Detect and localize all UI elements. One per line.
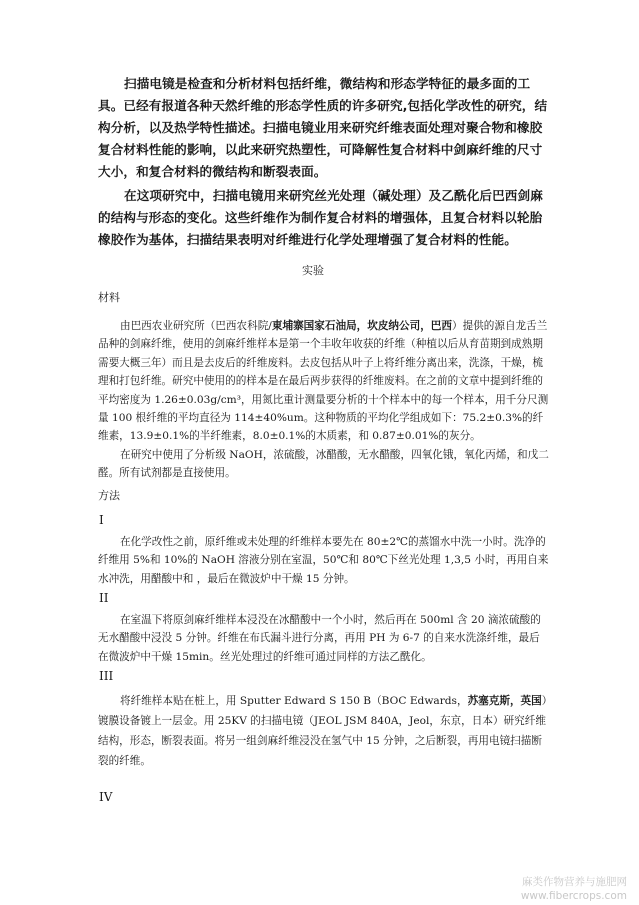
materials-text-a: 由巴西农业研究所（巴西农科院/ — [120, 320, 272, 332]
site-watermark — [521, 875, 627, 903]
method-iii-label: III — [99, 669, 114, 683]
watermark-url: www.fibercrops.com — [520, 890, 627, 902]
intro-paragraph-2: 在这项研究中，扫描电镜用来研究丝光处理（碱处理）及乙酰化后巴西剑麻的结构与形态的变化。这些纤维作为制作复合材料的增强体，且复合材料以轮胎橡胶作为基体，扫描结果表明对纤维进行化学处理增强了复合材料的性能。 — [98, 188, 543, 247]
method-ii-label: II — [99, 591, 109, 605]
method-i-text: 在化学改性之前，原纤维或未处理的纤维样本要先在 80±2℃的蒸馏水中洗一小时。洗净的纤维用 5%和 10%的 NaOH 溶液分别在室温，50℃和 80℃下丝光处理 1,3,5 小时，再用自来水冲洗，用醋酸中和 ，最后在微波炉中干燥 15 分钟。 — [98, 536, 549, 585]
method-iii-text-c: ）镀膜设备镀上一层金。用 25KV 的扫描电镜（JEOL JSM 840A，Jeol，东京，日本）研究纤维结构，形态，断裂表面。将另一组剑麻纤维浸没在氢气中 15 分钟，之后断裂，再用电镜扫描断裂的纤维。 — [98, 695, 548, 767]
materials-text-c: ）提供的源自龙舌兰品种的剑麻纤维，使用的剑麻纤维样本是第一个丰收年收获的纤维（种植以后从育苗期到成熟期需要大概三年）而且是去皮后的纤维废料。去皮包括从叶子上将纤维分离出来，洗涤，干燥，梳理和打包纤维。研究中使用的的样本是在最后两步获得的纤维废料。在之前的文章中提到纤维的平均密度为 1.26±0.03g/cm³，用氮比重计测量要分析的十个样本中的每一个样本，用千分尺测量 100 根纤维的平均直径为 114±40%um。这种物质的平均化学组成如下：75.2±0.3%的纤维素，13.9±0.1%的半纤维素，8.0±0.1%的木质素，和 0.87±0.01%的灰分。 — [98, 320, 549, 443]
method-iii-text-a: 将纤维样本贴在桩上，用 Sputter Edward S 150 B（BOC Edwards， — [120, 695, 468, 707]
method-i-label: I — [99, 513, 104, 527]
section-title: 实验 — [302, 264, 324, 277]
method-iv-label: IV — [99, 790, 113, 804]
method-iii-text — [98, 691, 549, 771]
intro-paragraph-1: 扫描电镜是检查和分析材料包括纤维，微结构和形态学特征的最多面的工具。已经有报道各种天然纤维的形态学性质的许多研究,包括化学改性的研究，结构分析，以及热学特性描述。扫描电镜业用来研究纤维表面处理对聚合物和橡胶复合材料性能的影响，以此来研究热塑性，可降解性复合材料中剑麻纤维的尺寸大小，和复合材料的微结构和断裂表面。 — [98, 76, 548, 179]
method-iii-highlight: 苏塞克斯，英国 — [467, 695, 542, 707]
materials-paragraph-1 — [98, 317, 549, 446]
watermark-title: 麻类作物营养与施肥网 — [522, 876, 627, 888]
materials-heading: 材料 — [98, 291, 120, 304]
method-ii-text: 在室温下将原剑麻纤维样本浸没在冰醋酸中一个小时，然后再在 500ml 含 20 滴浓硫酸的无水醋酸中浸没 5 分钟。纤维在布氏漏斗进行分离，再用 PH 为 6-7 的自来水洗涤纤维，最后在微波炉中干燥 15min。丝光处理过的纤维可通过同样的方法乙酰化。 — [98, 614, 541, 663]
methods-heading: 方法 — [98, 489, 120, 502]
materials-paragraph-2: 在研究中使用了分析级 NaOH，浓硫酸，冰醋酸，无水醋酸，四氧化锇，氧化丙烯，和戊二醛。所有试剂都是直接使用。 — [98, 449, 549, 480]
materials-highlight: 東埔寨国家石油局，坎皮纳公司，巴西 — [271, 320, 452, 332]
